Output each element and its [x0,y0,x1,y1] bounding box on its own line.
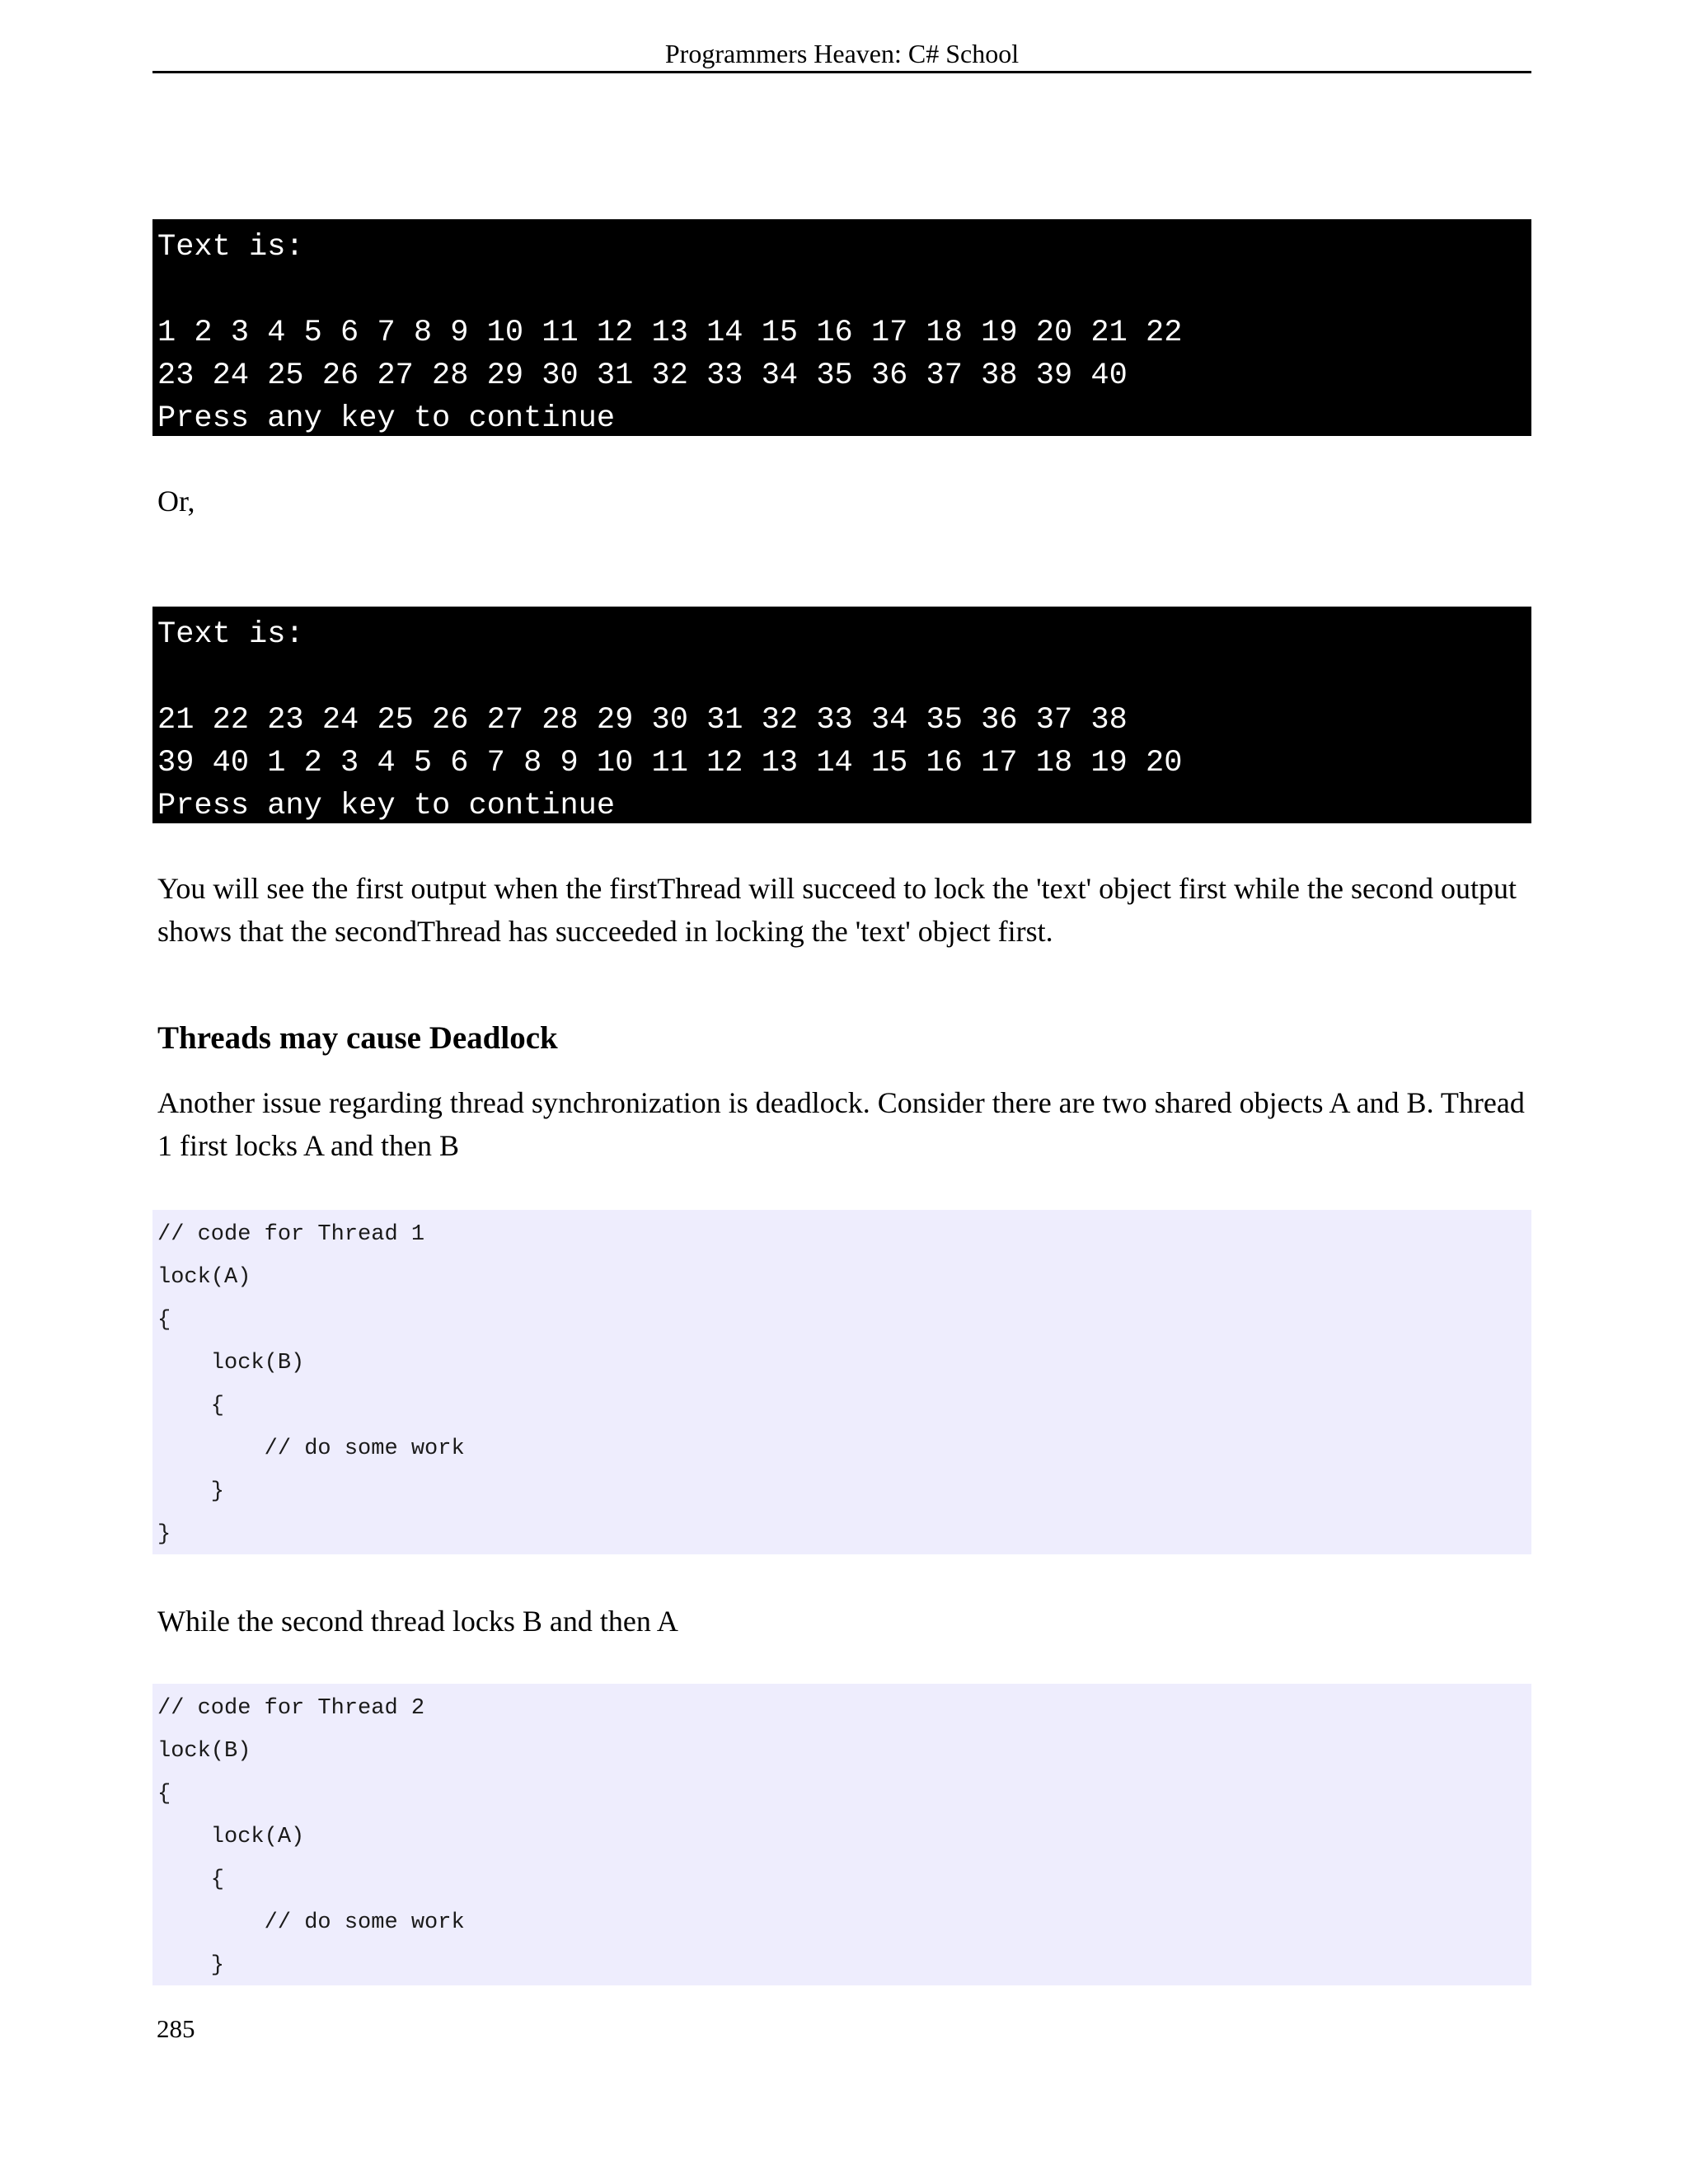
code-line: { [157,1308,171,1333]
page-header [152,36,1531,73]
text-or: Or, [157,485,195,518]
code-line: { [157,1868,225,1892]
paragraph-deadlock-intro: Another issue regarding thread synchronization is deadlock. Consider there are two shared objects A and B. Thread 1 first locks A and then B [157,1086,1525,1162]
console-line: Press any key to continue [157,401,616,436]
console-line: 23 24 25 26 27 28 29 30 31 32 33 34 35 36 37 38 39 40 [157,359,1128,393]
code-line: } [157,1522,171,1547]
console-line: Text is: [157,230,304,265]
code-line: // do some work [157,1910,465,1935]
page-number: 285 [157,2014,195,2043]
console-output-1 [152,219,1531,436]
code-block-thread-2 [152,1684,1531,1985]
code-line: } [157,1953,225,1978]
console-line: Text is: [157,617,304,652]
code-block-thread-1 [152,1210,1531,1554]
console-line [157,656,1526,699]
paragraph-second-thread: While the second thread locks B and then A [157,1605,678,1638]
console-line: 1 2 3 4 5 6 7 8 9 10 11 12 13 14 15 16 17 18 19 20 21 22 [157,316,1183,350]
code-line: lock(A) [157,1265,251,1290]
console-output-2 [152,607,1531,823]
console-line: 21 22 23 24 25 26 27 28 29 30 31 32 33 34 35 36 37 38 [157,703,1128,738]
code-line: } [157,1479,225,1504]
section-heading: Threads may cause Deadlock [157,1020,558,1056]
console-line [157,269,1526,312]
paragraph-output-explanation: You will see the first output when the firstThread will succeed to lock the 'text' object first while the second output shows that the secondThread has succeeded in locking the 'text' object first. [157,872,1517,948]
code-line: lock(B) [157,1739,251,1764]
code-line: // do some work [157,1436,465,1461]
code-line: { [157,1394,225,1418]
code-line: // code for Thread 2 [157,1696,425,1721]
code-line: lock(B) [157,1351,305,1376]
code-line: lock(A) [157,1825,305,1849]
code-line: // code for Thread 1 [157,1222,425,1247]
console-line: 39 40 1 2 3 4 5 6 7 8 9 10 11 12 13 14 15 16 17 18 19 20 [157,746,1183,780]
code-line: { [157,1782,171,1807]
header-title: Programmers Heaven: C# School [664,39,1020,68]
console-line: Press any key to continue [157,789,616,823]
